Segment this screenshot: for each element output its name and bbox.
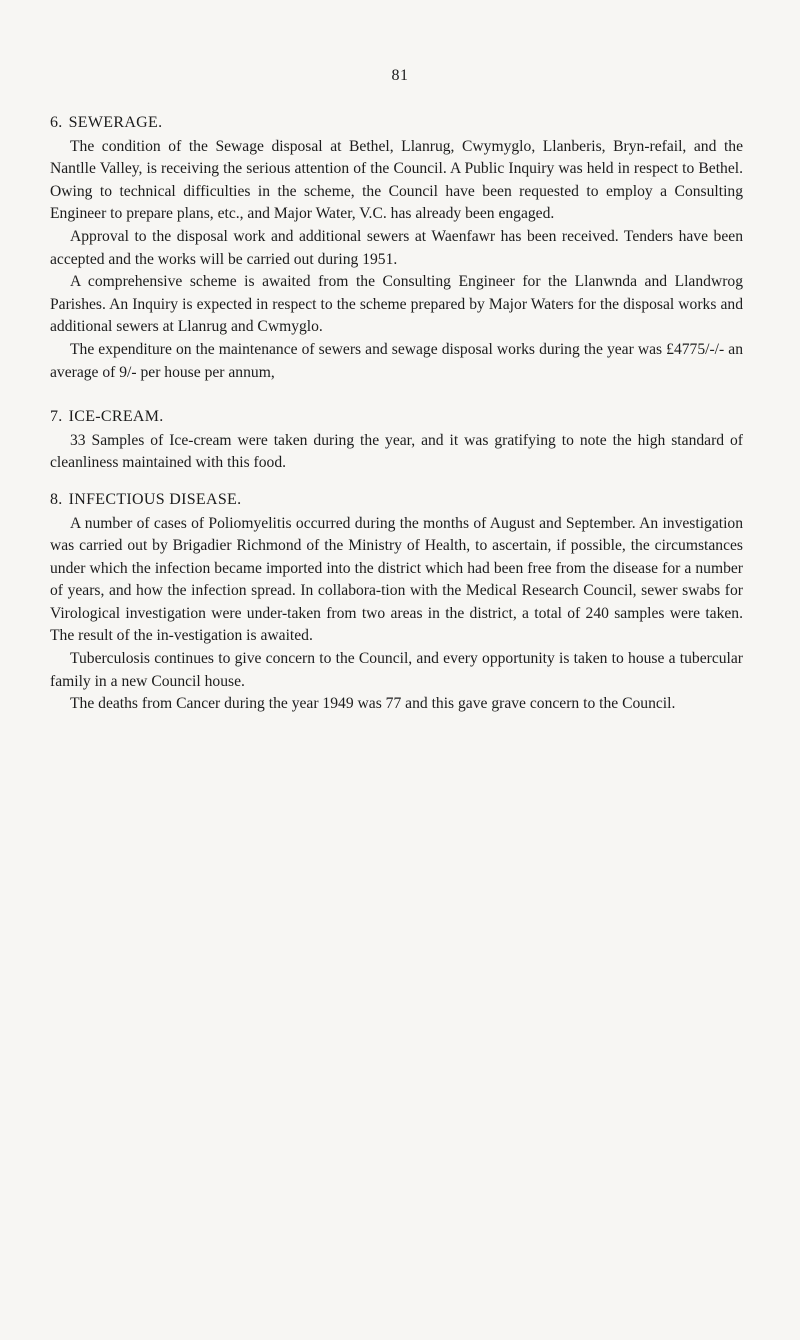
section-ice-cream: [50, 406, 743, 475]
section-number: 6.: [50, 114, 63, 131]
paragraph: The expenditure on the maintenance of sewers and sewage disposal works during the year was £4775/-/- an average of 9/- per house per annum,: [50, 340, 743, 381]
paragraph: The deaths from Cancer during the year 1949 was 77 and this gave grave concern to the Council.: [70, 695, 676, 713]
section-heading: [50, 406, 743, 429]
section-sewerage: [50, 112, 743, 384]
paragraph: A number of cases of Poliomyelitis occurred during the months of August and September. An investigation was carried out by Brigadier Richmond of the Ministry of Health, to ascertain, if possible, the circumstances under which the infection became imported into the district which had been free from the disease for a number of years, and how the infection spread. In collabora-tion with the Medical Research Council, sewer swabs for Virological investigation were under-taken from two areas in the district, a total of 240 samples were taken. The result of the in-vestigation is awaited.: [50, 514, 743, 645]
section-infectious-disease: [50, 489, 743, 716]
paragraph: 33 Samples of Ice-cream were taken during the year, and it was gratifying to note the high standard of cleanliness maintained with this food.: [50, 431, 743, 472]
paragraph: A comprehensive scheme is awaited from the Consulting Engineer for the Llanwnda and Llandwrog Parishes. An Inquiry is expected in respect to the scheme prepared by Major Waters for the disposal works and additional sewers at Llanrug and Cwmyglo.: [50, 273, 743, 336]
paragraph: Tuberculosis continues to give concern to the Council, and every opportunity is taken to house a tubercular family in a new Council house.: [50, 650, 743, 690]
page-number: 81: [391, 67, 409, 84]
section-number: 7.: [50, 408, 63, 426]
section-heading: [50, 112, 743, 135]
section-number: 8.: [50, 490, 63, 508]
section-title: ICE-CREAM.: [68, 408, 164, 426]
paragraph: The condition of the Sewage disposal at Bethel, Llanrug, Cwymyglo, Llanberis, Bryn-refail, and the Nantlle Valley, is receiving the serious attention of the Council. A Public Inquiry was held in respect to Bethel. Owing to technical difficulties in the scheme, the Council have been requested to employ a Consulting Engineer to prepare plans, etc., and Major Water, V.C. has already been engaged.: [50, 137, 743, 223]
section-title: SEWERAGE.: [68, 114, 163, 131]
section-title: INFECTIOUS DISEASE.: [68, 490, 242, 508]
paragraph: Approval to the disposal work and additional sewers at Waenfawr has been received. Tenders have been accepted and the works will be carried out during 1951.: [50, 227, 743, 268]
document-body: [50, 112, 743, 730]
section-heading: [50, 489, 743, 512]
